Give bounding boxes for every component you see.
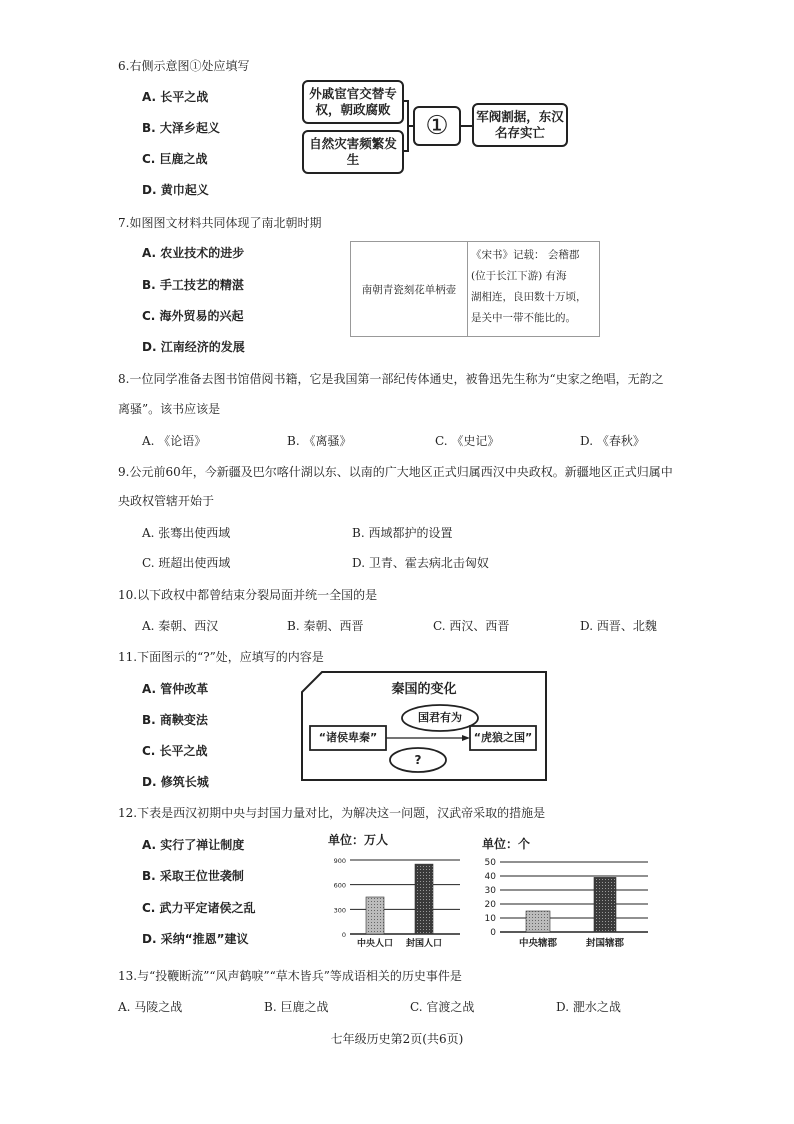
q6-option-c[interactable]: C. 巨鹿之战 [142, 152, 208, 166]
chart-bar [366, 897, 384, 934]
chart-commanderies [478, 836, 653, 954]
q6-option-a[interactable]: A. 长平之战 [142, 90, 209, 104]
q7-stem: 7.如图图文材料共同体现了南北朝时期 [118, 216, 322, 230]
chart-x-category-label: 封国辖郡 [585, 938, 625, 949]
q10-option-c[interactable]: C. 西汉、西晋 [433, 619, 510, 633]
q7-excerpt-line: 是关中一带不能比的。 [471, 312, 576, 324]
q8-option-a[interactable]: A. 《论语》 [142, 434, 207, 448]
q10-stem: 10.以下政权中都曾结束分裂局面并统一全国的是 [118, 588, 378, 602]
q7-option-d[interactable]: D. 江南经济的发展 [142, 340, 245, 354]
q13-option-a[interactable]: A. 马陵之战 [118, 1000, 183, 1014]
q8-option-b[interactable]: B. 《离骚》 [287, 434, 352, 448]
q11-top-oval-text: 国君有为 [418, 711, 462, 724]
page-footer: 七年级历史第2页(共6页) [330, 1032, 464, 1046]
q9-option-d[interactable]: D. 卫青、霍去病北击匈奴 [352, 556, 489, 570]
q11-left-box-text: “诸侯卑秦” [318, 731, 378, 744]
chart-unit-label: 单位：万人 [328, 833, 389, 847]
q10-option-a[interactable]: A. 秦朝、西汉 [142, 619, 219, 633]
chart-y-tick-label: 10 [484, 914, 496, 924]
chart-y-tick-label: 600 [333, 881, 346, 890]
q9-option-a[interactable]: A. 张骞出使西域 [142, 526, 231, 540]
chart-bar [594, 877, 616, 932]
q11-option-a[interactable]: A. 管仲改革 [142, 682, 209, 696]
q11-option-d[interactable]: D. 修筑长城 [142, 775, 209, 789]
q12-option-c[interactable]: C. 武力平定诸侯之乱 [142, 901, 256, 915]
q11-diagram [300, 670, 548, 782]
q12-stem: 12.下表是西汉初期中央与封国力量对比，为解决这一问题，汉武帝采取的措施是 [118, 806, 546, 820]
q12-option-d[interactable]: D. 采纳“推恩”建议 [142, 932, 249, 946]
q12-option-b[interactable]: B. 采取王位世袭制 [142, 869, 244, 883]
q9-stem-line-1: 9.公元前60年，今新疆及巴尔喀什湖以东、以南的广大地区正式归属西汉中央政权。新疆地区正式归属中 [118, 465, 673, 479]
q8-option-d[interactable]: D. 《春秋》 [580, 434, 645, 448]
q13-stem: 13.与“投鞭断流”“风声鹤唳”“草木皆兵”等成语相关的历史事件是 [118, 969, 462, 983]
q8-option-c[interactable]: C. 《史记》 [435, 434, 500, 448]
q12-option-a[interactable]: A. 实行了禅让制度 [142, 838, 245, 852]
chart-bar [526, 911, 550, 932]
q7-excerpt-line: (位于长江下游) 有海 [471, 270, 567, 282]
q10-option-d[interactable]: D. 西晋、北魏 [580, 619, 657, 633]
chart-x-category-label: 中央辖郡 [518, 938, 558, 949]
q7-excerpt-line: 《宋书》记载： 会稽郡 [471, 249, 580, 261]
q6-cause-box-2: 自然灾害频繁发生 [302, 130, 404, 174]
chart-y-tick-label: 50 [484, 858, 496, 868]
q6-blank-circle-box: ① [413, 106, 461, 146]
q11-option-c[interactable]: C. 长平之战 [142, 744, 208, 758]
q7-vase-caption: 南朝青瓷刻花单柄壶 [351, 242, 468, 336]
q8-stem-line-1: 8.一位同学准备去图书馆借阅书籍，它是我国第一部纪传体通史，被鲁迅先生称为“史家之绝唱，无韵之 [118, 372, 664, 386]
q6-option-d[interactable]: D. 黄巾起义 [142, 183, 209, 197]
q7-material-table [350, 241, 600, 337]
q13-option-c[interactable]: C. 官渡之战 [410, 1000, 475, 1014]
chart-bar [415, 864, 433, 934]
chart-y-tick-label: 20 [484, 900, 496, 910]
chart-x-category-label: 中央人口 [356, 939, 394, 949]
chart-x-category-label: 封国人口 [405, 939, 443, 949]
q6-diagram [296, 76, 578, 180]
chart-y-tick-label: 0 [490, 928, 496, 938]
q11-option-b[interactable]: B. 商鞅变法 [142, 713, 208, 727]
q6-result-box: 军阀割据，东汉名存实亡 [472, 103, 568, 147]
q7-excerpt-line: 湖相连，良田数十万顷， [471, 291, 587, 303]
q11-diagram-title: 秦国的变化 [391, 682, 457, 697]
q6-option-b[interactable]: B. 大泽乡起义 [142, 121, 220, 135]
q11-stem: 11.下面图示的“?”处，应填写的内容是 [118, 650, 324, 664]
q11-right-box-text: “虎狼之国” [473, 731, 533, 744]
chart-y-tick-label: 300 [333, 906, 346, 915]
q9-option-c[interactable]: C. 班超出使西域 [142, 556, 231, 570]
q7-text-excerpt [471, 245, 587, 329]
q13-option-d[interactable]: D. 淝水之战 [556, 1000, 621, 1014]
q8-stem-line-2: 离骚”。该书应该是 [118, 402, 221, 416]
q6-cause-box-1: 外戚宦官交替专权，朝政腐败 [302, 80, 404, 124]
chart-population [320, 832, 470, 954]
chart-y-tick-label: 900 [333, 857, 346, 865]
q13-option-b[interactable]: B. 巨鹿之战 [264, 1000, 329, 1014]
q11-question-mark: ? [414, 753, 422, 767]
q9-stem-line-2: 央政权管辖开始于 [118, 494, 215, 508]
chart-y-tick-label: 30 [484, 886, 496, 896]
q6-stem: 6.右侧示意图①处应填写 [118, 59, 250, 73]
chart-y-tick-label: 0 [341, 931, 346, 939]
q10-option-b[interactable]: B. 秦朝、西晋 [287, 619, 364, 633]
q7-option-b[interactable]: B. 手工技艺的精湛 [142, 278, 244, 292]
q7-option-c[interactable]: C. 海外贸易的兴起 [142, 309, 244, 323]
chart-unit-label: 单位：个 [482, 837, 531, 851]
q7-option-a[interactable]: A. 农业技术的进步 [142, 246, 245, 260]
q9-option-b[interactable]: B. 西域都护的设置 [352, 526, 453, 540]
chart-y-tick-label: 40 [484, 872, 496, 882]
